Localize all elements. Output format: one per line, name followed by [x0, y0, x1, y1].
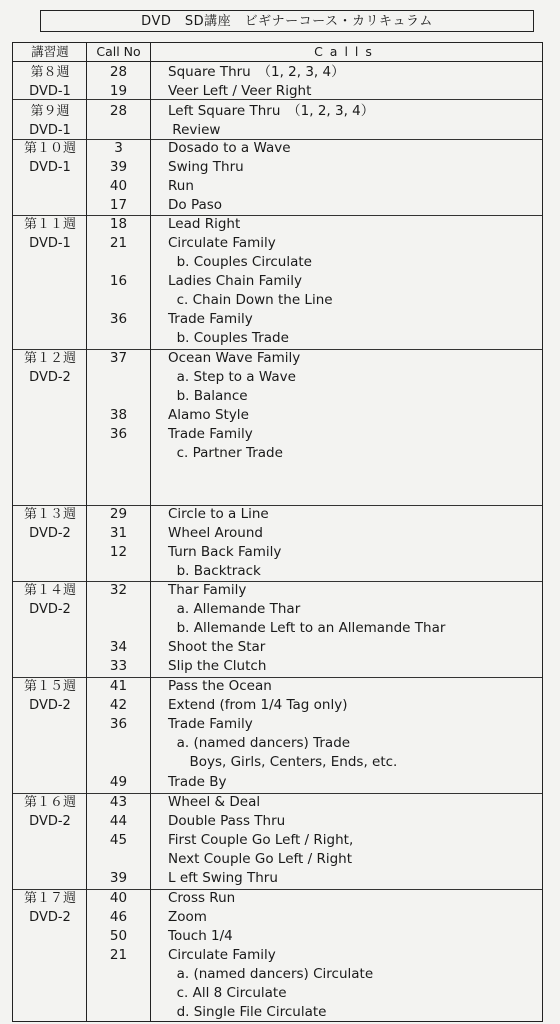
table-row	[13, 196, 542, 215]
call-number: 16	[109, 273, 128, 289]
week-group	[13, 61, 542, 100]
week-label: 第１７週	[23, 891, 76, 906]
week-label: 第１３週	[23, 507, 76, 522]
week-label: 第１５週	[23, 679, 76, 694]
call-name: Swing Thru	[168, 159, 244, 175]
call-number: 36	[109, 426, 128, 442]
call-name: b. Couples Trade	[168, 330, 289, 346]
call-name: Lead Right	[168, 216, 241, 232]
call-name: c. Chain Down the Line	[168, 292, 333, 308]
call-name: Ocean Wave Family	[168, 350, 301, 366]
week-label: 第１２週	[23, 351, 76, 366]
table-row	[13, 600, 542, 619]
call-name: c. All 8 Circulate	[168, 985, 287, 1001]
week-label: 第１６週	[23, 795, 76, 810]
table-row	[13, 946, 542, 965]
table-row	[13, 310, 542, 329]
dvd-label: DVD-2	[29, 526, 71, 541]
call-name: Square Thru （1, 2, 3, 4）	[168, 64, 345, 80]
call-name: b. Allemande Left to an Allemande Thar	[168, 620, 446, 636]
call-number: 36	[109, 311, 128, 327]
call-number: 45	[109, 832, 128, 848]
table-row	[13, 177, 542, 196]
call-name: First Couple Go Left / Right,	[168, 832, 354, 848]
week-label: 第１０週	[23, 141, 76, 156]
header-calls: Calls	[314, 44, 379, 59]
call-number: 36	[109, 716, 128, 732]
table-row	[13, 773, 542, 792]
table-row	[13, 329, 542, 348]
call-number: 34	[109, 639, 128, 655]
table-row	[13, 387, 542, 406]
call-name: Cross Run	[168, 890, 236, 906]
week-group	[13, 349, 542, 506]
header-call-no: Call No	[96, 44, 141, 59]
call-name: Wheel Around	[168, 525, 263, 541]
table-row	[13, 234, 542, 253]
table-row	[13, 1003, 542, 1022]
call-name: d. Single File Circulate	[168, 1004, 327, 1020]
header-week: 講習週	[31, 44, 69, 59]
table-row	[13, 908, 542, 927]
call-name: Circulate Family	[168, 947, 276, 963]
call-name: L eft Swing Thru	[168, 870, 278, 886]
call-name: a. Allemande Thar	[168, 601, 301, 617]
call-name: Slip the Clutch	[168, 658, 267, 674]
call-name: b. Balance	[168, 388, 248, 404]
table-row	[13, 696, 542, 715]
dvd-label: DVD-1	[29, 84, 71, 99]
call-name: Veer Left / Veer Right	[168, 83, 312, 99]
call-number: 43	[109, 794, 128, 810]
table-row	[13, 734, 542, 753]
call-name: Alamo Style	[168, 407, 249, 423]
table-row	[13, 831, 542, 850]
call-name: Boys, Girls, Centers, Ends, etc.	[168, 754, 398, 770]
column-divider	[150, 43, 151, 1021]
call-name: Thar Family	[168, 582, 247, 598]
call-name: Trade Family	[168, 426, 253, 442]
call-number: 31	[109, 525, 128, 541]
table-row	[13, 927, 542, 946]
call-name: a. (named dancers) Trade	[168, 735, 351, 751]
call-number: 32	[109, 582, 128, 598]
call-name: Turn Back Family	[168, 544, 282, 560]
call-name: Trade Family	[168, 716, 253, 732]
table-row	[13, 524, 542, 543]
call-number: 40	[109, 178, 128, 194]
dvd-label: DVD-1	[29, 123, 71, 138]
call-name: a. (named dancers) Circulate	[168, 966, 374, 982]
table-row	[13, 272, 542, 291]
column-divider	[86, 43, 87, 1021]
dvd-label: DVD-1	[29, 160, 71, 175]
week-group	[13, 139, 542, 216]
call-number: 17	[109, 197, 128, 213]
call-number: 46	[109, 909, 128, 925]
call-name: Double Pass Thru	[168, 813, 286, 829]
dvd-label: DVD-1	[29, 236, 71, 251]
call-number: 40	[109, 890, 128, 906]
dvd-label: DVD-2	[29, 370, 71, 385]
week-group	[13, 99, 542, 140]
page-title: DVD SD講座 ビギナーコース・カリキュラム	[40, 10, 534, 32]
call-name: b. Couples Circulate	[168, 254, 312, 270]
week-group	[13, 215, 542, 350]
table-row	[13, 505, 542, 524]
table-row	[13, 406, 542, 425]
week-group	[13, 677, 542, 794]
table-row	[13, 368, 542, 387]
table-row	[13, 349, 542, 368]
call-number: 21	[109, 235, 128, 251]
week-label: 第１４週	[23, 583, 76, 598]
week-label: 第１１週	[23, 217, 76, 232]
call-name: a. Step to a Wave	[168, 369, 296, 385]
call-name: Do Paso	[168, 197, 223, 213]
call-name: Touch 1/4	[168, 928, 233, 944]
call-name: Zoom	[168, 909, 207, 925]
call-number: 38	[109, 407, 128, 423]
table-row	[13, 425, 542, 444]
table-row	[13, 581, 542, 600]
table-row	[13, 139, 542, 158]
call-number: 28	[109, 64, 128, 80]
table-row	[13, 869, 542, 888]
call-name: Circle to a Line	[168, 506, 269, 522]
table-row	[13, 63, 542, 82]
call-number: 42	[109, 697, 128, 713]
table-row	[13, 984, 542, 1003]
call-name: Extend (from 1/4 Tag only)	[168, 697, 348, 713]
call-name: Ladies Chain Family	[168, 273, 303, 289]
call-name: Shoot the Star	[168, 639, 266, 655]
call-name: b. Backtrack	[168, 563, 261, 579]
call-number: 19	[109, 83, 128, 99]
call-name: Review	[168, 122, 221, 138]
curriculum-table	[12, 42, 543, 1022]
table-row	[13, 253, 542, 272]
table-row	[13, 715, 542, 734]
table-row	[13, 291, 542, 310]
week-group	[13, 581, 542, 678]
dvd-label: DVD-2	[29, 698, 71, 713]
table-row	[13, 657, 542, 676]
table-row	[13, 753, 542, 772]
call-number: 39	[109, 870, 128, 886]
week-label: 第９週	[30, 104, 70, 119]
table-row	[13, 158, 542, 177]
dvd-label: DVD-2	[29, 910, 71, 925]
table-row	[13, 102, 542, 121]
call-name: c. Partner Trade	[168, 445, 283, 461]
call-number: 44	[109, 813, 128, 829]
table-row	[13, 965, 542, 984]
dvd-label: DVD-2	[29, 814, 71, 829]
call-name: Circulate Family	[168, 235, 276, 251]
call-number: 21	[109, 947, 128, 963]
table-row	[13, 543, 542, 562]
week-group	[13, 793, 542, 890]
call-number: 49	[109, 774, 128, 790]
call-number: 41	[109, 678, 128, 694]
call-number: 33	[109, 658, 128, 674]
call-name: Pass the Ocean	[168, 678, 272, 694]
call-name: Run	[168, 178, 194, 194]
table-header	[13, 43, 542, 62]
call-name: Wheel & Deal	[168, 794, 261, 810]
call-number: 28	[109, 103, 128, 119]
call-number: 12	[109, 544, 128, 560]
table-row	[13, 619, 542, 638]
table-row	[13, 850, 542, 869]
week-group	[13, 889, 542, 1023]
table-row	[13, 812, 542, 831]
table-row	[13, 889, 542, 908]
week-label: 第８週	[30, 65, 70, 80]
table-row	[13, 638, 542, 657]
call-number: 3	[114, 140, 123, 156]
table-row	[13, 121, 542, 140]
table-row	[13, 677, 542, 696]
call-name: Trade By	[168, 774, 227, 790]
dvd-label: DVD-2	[29, 602, 71, 617]
call-number: 39	[109, 159, 128, 175]
call-number: 37	[109, 350, 128, 366]
call-name: Left Square Thru （1, 2, 3, 4）	[168, 103, 375, 119]
call-name: Trade Family	[168, 311, 253, 327]
table-row	[13, 793, 542, 812]
table-row	[13, 444, 542, 463]
call-number: 18	[109, 216, 128, 232]
call-name: Next Couple Go Left / Right	[168, 851, 352, 867]
call-number: 29	[109, 506, 128, 522]
call-name: Dosado to a Wave	[168, 140, 291, 156]
table-row	[13, 215, 542, 234]
week-group	[13, 505, 542, 582]
call-number: 50	[109, 928, 128, 944]
table-row	[13, 562, 542, 581]
